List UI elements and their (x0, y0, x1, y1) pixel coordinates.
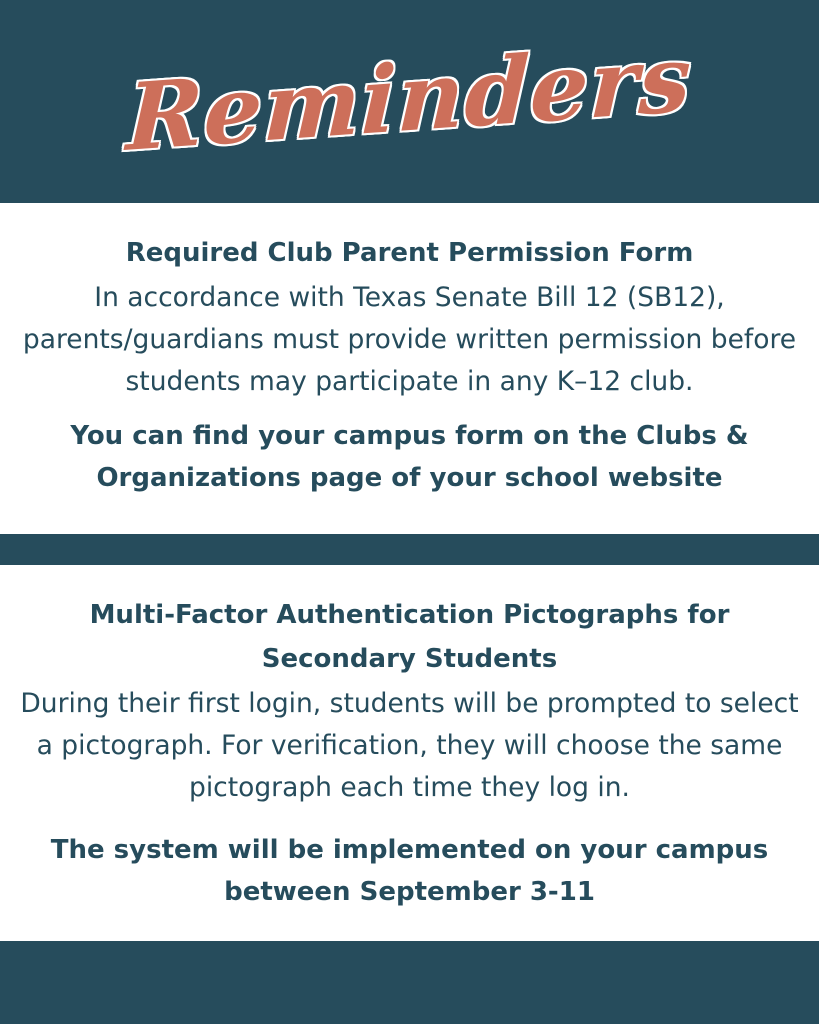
mfa-body: During their first login, students will be prompted to select a pictograph. For verification, they will choose the same pictograph each time they log in. (20, 688, 799, 803)
mfa-heading: Multi-Factor Authentication Pictographs for Secondary Students (89, 600, 730, 674)
club-permission-body: In accordance with Texas Senate Bill 12 (SB12), parents/guardians must provide written permission before students may participate in any K–12 club. (22, 282, 797, 397)
club-permission-section (0, 203, 819, 534)
club-permission-note: You can find your campus form on the Clubs & Organizations page of your school website (70, 421, 749, 493)
club-permission-heading: Required Club Parent Permission Form (125, 238, 694, 268)
mfa-note: The system will be implemented on your campus between September 3-11 (50, 835, 769, 907)
page-title: Reminders (125, 23, 694, 172)
mfa-pictograph-section (0, 565, 819, 941)
header-banner (0, 0, 819, 203)
